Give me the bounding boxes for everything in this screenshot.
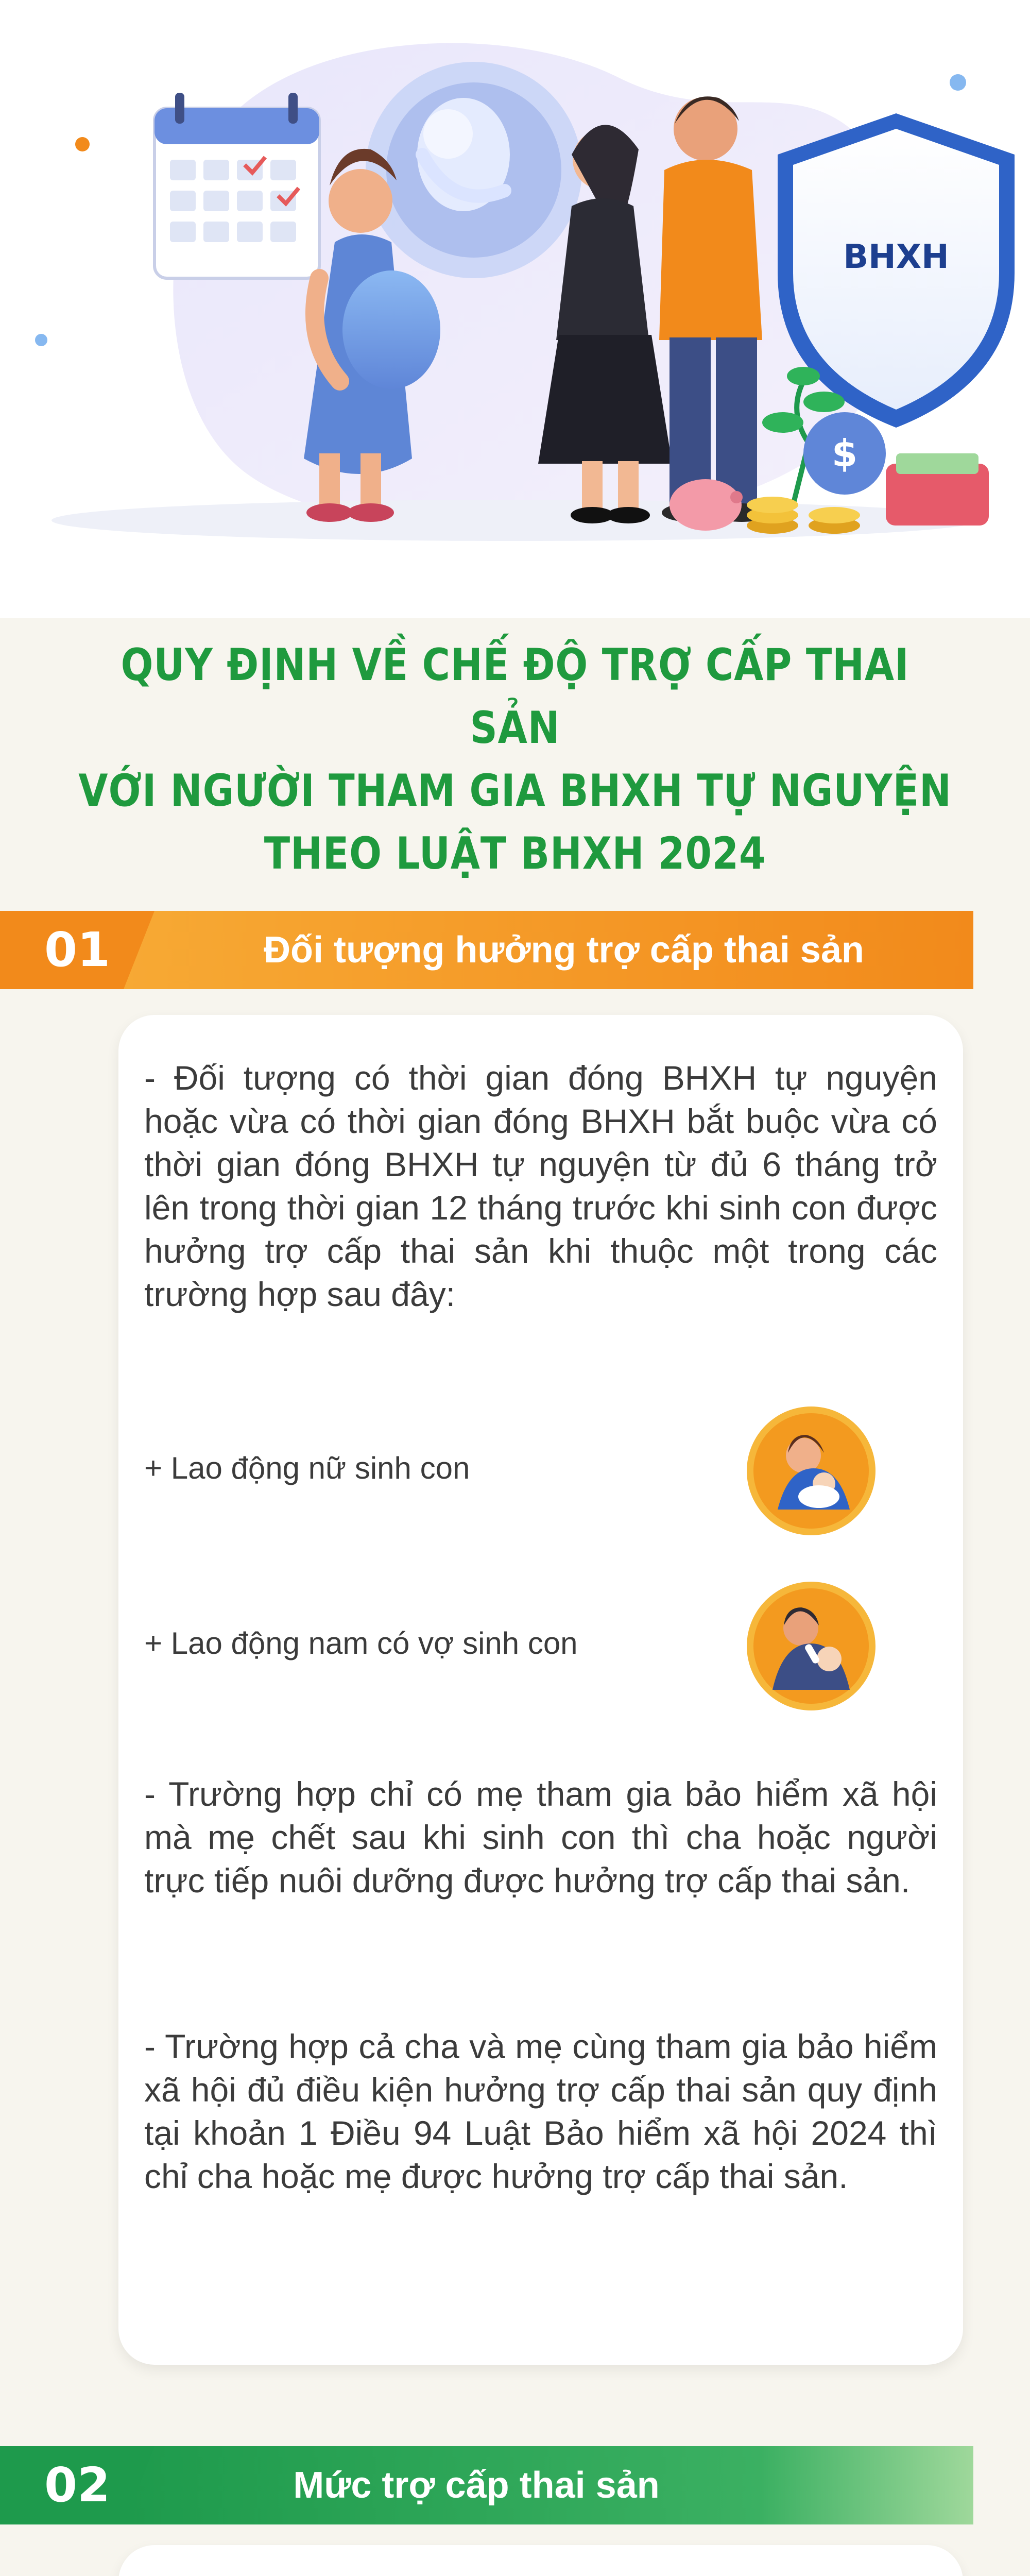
section-1-number: 01 (44, 922, 111, 977)
title-line-1: QUY ĐỊNH VỀ CHẾ ĐỘ TRỢ CẤP THAI SẢN (121, 639, 909, 754)
section-2-card (118, 2545, 963, 2576)
section-1-intro: - Đối tượng có thời gian đóng BHXH tự nguyện hoặc vừa có thời gian đóng BHXH bắt buộc vừa có thời gian đóng BHXH tự nguyện từ đủ 6 tháng trở lên trong thời gian 12 tháng trước khi sinh con được hưởng trợ cấp thai sản khi thuộc một trong các trường hợp sau đây: (144, 1059, 937, 1313)
svg-text:$: $ (831, 432, 858, 475)
title-line-3: THEO LUẬT BHXH 2024 (264, 828, 766, 879)
confetti-dot (75, 137, 90, 151)
section-1-paragraph-2: - Trường hợp chỉ có mẹ tham gia bảo hiểm xã hội mà mẹ chết sau khi sinh con thì cha hoặc người trực tiếp nuôi dưỡng được hưởng trợ cấp thai sản. (144, 1775, 937, 1900)
page-title (0, 634, 1030, 885)
confetti-dot (35, 334, 47, 346)
wallet-icon (886, 453, 989, 526)
bullet-female-worker: + Lao động nữ sinh con (144, 1451, 470, 1485)
section-2-header (0, 2442, 1030, 2529)
section-1-header (0, 907, 1030, 993)
section-1-card (118, 1015, 963, 2365)
section-2-number: 02 (44, 2458, 111, 2513)
section-1-heading: Đối tượng hưởng trợ cấp thai sản (264, 929, 864, 971)
calendar-icon (154, 93, 319, 278)
section-2-heading: Mức trợ cấp thai sản (293, 2465, 660, 2506)
hero-illustration (0, 0, 1030, 618)
hero-scene (0, 0, 1030, 618)
section-1-paragraph-3: - Trường hợp cả cha và mẹ cùng tham gia bảo hiểm xã hội đủ điều kiện hưởng trợ cấp thai sản quy định tại khoản 1 Điều 94 Luật Bảo hiểm xã hội 2024 thì chỉ cha hoặc mẹ được hưởng trợ cấp thai sản. (144, 2027, 937, 2195)
confetti-dot (950, 74, 966, 91)
mother-holding-baby-icon (747, 1406, 876, 1535)
title-line-2: VỚI NGƯỜI THAM GIA BHXH TỰ NGUYỆN (78, 765, 952, 817)
bullet-male-worker: + Lao động nam có vợ sinh con (144, 1626, 578, 1660)
ultrasound-baby-icon (366, 62, 582, 278)
father-feeding-baby-icon (747, 1582, 876, 1710)
shield-label: BHXH (843, 238, 949, 276)
